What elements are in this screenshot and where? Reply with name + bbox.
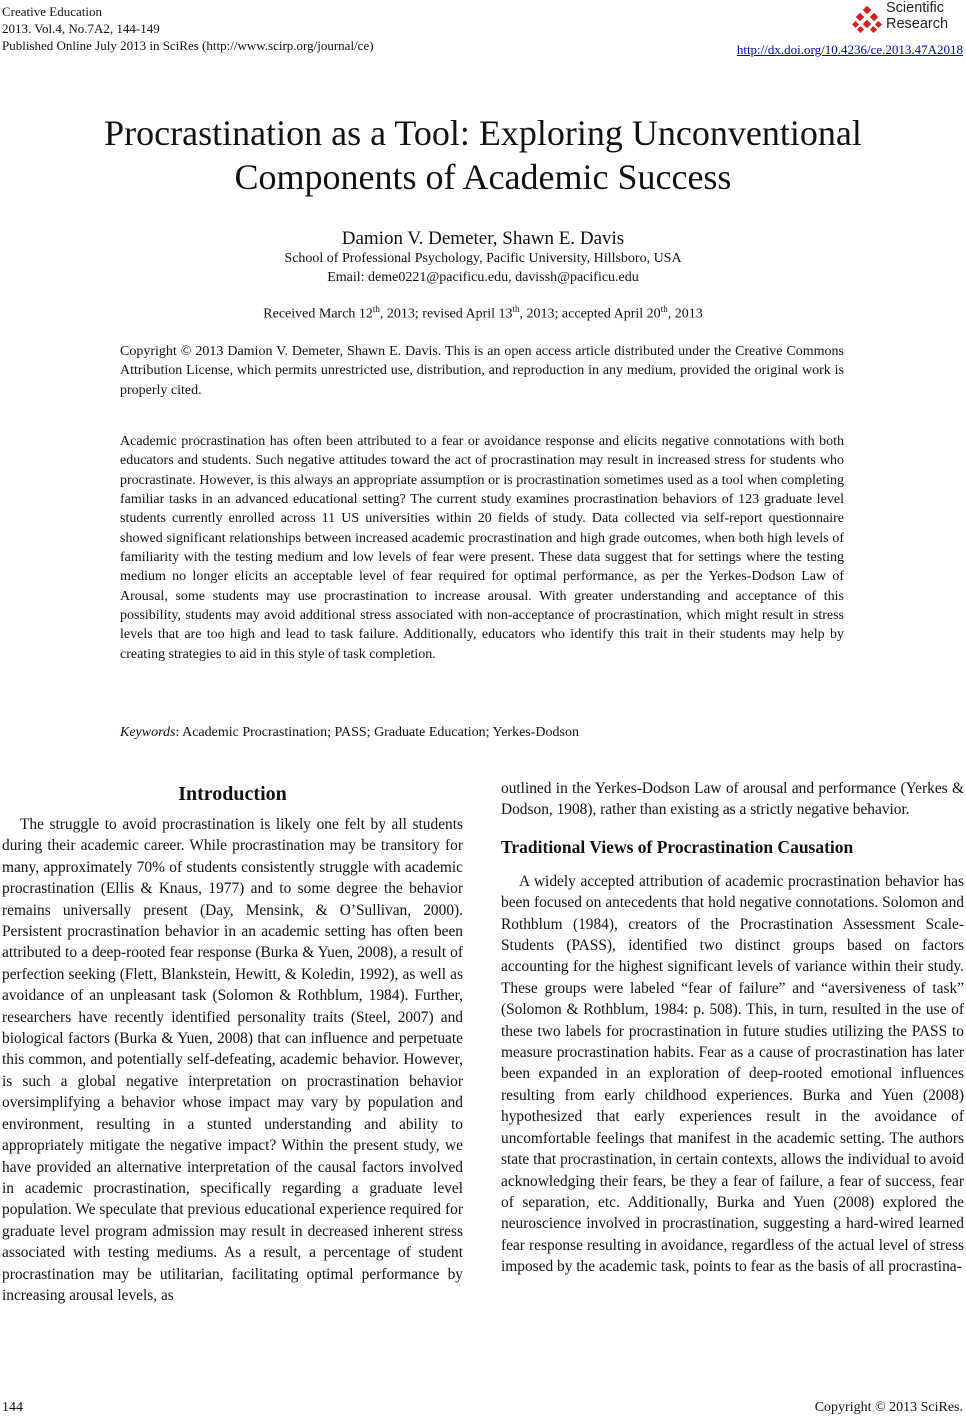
received-part: Received March 12 xyxy=(263,306,373,322)
logo-line-1: Scientific xyxy=(886,0,945,16)
scientific-research-logo-icon xyxy=(852,6,882,34)
received-part: , 2013 xyxy=(667,306,703,322)
logo-line-2: Research xyxy=(886,16,949,32)
received-sup: th xyxy=(512,304,520,314)
received-dates xyxy=(0,304,966,323)
keywords-list: : Academic Procrastination; PASS; Graduate Education; Yerkes-Dodson xyxy=(175,725,579,740)
journal-info xyxy=(2,3,374,54)
logo-wordmark xyxy=(886,0,948,32)
keywords-label: Keywords xyxy=(120,725,176,740)
abstract: Academic procrastination has often been attributed to a fear or avoidance response and elicits negative connotations with both educators and students. Such negative attitudes toward the act of procrastination may result in increased stress for students who procrastinate. However, is this always an appropriate assumption or is procrastination sometimes used as a tool when completing familiar tasks in an advanced educational setting? The current study examines procrastination behaviors of 123 graduate level students currently enrolled across 11 US universities within 20 fields of study. Data collected via self-report questionnaire showed significant relationships between increased academic procrastination and high grade outcomes, when both high levels of familiarity with the testing medium and low levels of fear were present. These data suggest that for settings where the testing medium no longer elicits an acceptable level of fear required for optimal performance, as per the Yerkes-Dodson Law of Arousal, some students may use procrastination to increase arousal. With greater understanding and acceptance of this possibility, students may avoid additional stress associated with non-acceptance of procrastination, which might result in stress levels that are too high and lead to task failure. Additionally, educators who identify this trait in their students may help by creating strategies to aid in this style of task completion. xyxy=(120,434,844,662)
paper-title xyxy=(60,111,906,199)
received-part: , 2013; revised April 13 xyxy=(379,306,513,322)
published-online: Published Online July 2013 in SciRes (http://www.scirp.org/journal/ce) xyxy=(2,38,374,53)
introduction-paragraph: The struggle to avoid procrastination is likely one felt by all students during their academic career. While procrastination may be transitory for many, approximately 70% of students consistently struggle with academic procrastination (Ellis & Knaus, 1977) and to some degree the behavior remains universally present (Day, Mensink, & O’Sullivan, 2000). Persistent procrastination behavior in an academic setting has often been attributed to a deep-rooted fear response (Burka & Yuen, 2008), a result of perfection seeking (Flett, Blankstein, Hewitt, & Koledin, 1992), as well as avoidance of an unpleasant task (Solomon & Rothblum, 1984). Further, researchers have recently identified personality traits (Steel, 2007) and biological factors (Burka & Yuen, 2008) that can influence and perpetuate this common, and potentially self-defeating, academic behavior. However, is such a global negative interpretation on procrastination behavior oversimplifying a behavior whose impact may vary by population and environment, resulting in a stunted understanding and ability to appropriately mitigate the negative impact? Within the present study, we have provided an alternative interpretation of the causal factors involved in academic procrastination, specifically regarding a graduate level population. We speculate that previous educational experience required for graduate level program admission may result in decreased inherent stress associated with testing mediums. As a result, a percentage of student procrastination may be utilitarian, facilitating optimal performance by increasing arousal levels, as xyxy=(2,816,463,1304)
received-part: , 2013; accepted April 20 xyxy=(519,306,661,322)
received-sup: th xyxy=(660,304,668,314)
traditional-views-paragraph: A widely accepted attribution of academic procrastination behavior has been focused on antecedents that hold negative connotations. Solomon and Rothblum (1984), creators of the Procrastination Assessment Scale-Students (PASS), identified two distinct groups based on factors accounting for the highest significant levels of variance within their study. These groups were labeled “fear of failure” and “aversiveness of task” (Solomon & Rothblum, 1984: p. 508). This, in turn, resulted in the use of these two labels for procrastination in future studies utilizing the PASS to measure procrastination habits. Fear as a cause of procrastination has later been expanded in an exploration of deep-rooted emotional influences resulting from early childhood experiences. Burka and Yuen (2008) hypothesized that early experiences result in the avoidance of uncomfortable feelings that manifest in the academic setting. The authors state that procrastination, in certain contexts, allows the individual to avoid acknowledging their fears, be they a fear of failure, a fear of success, fear of separation, etc. Additionally, Burka and Yuen (2008) explored the neuroscience involved in procrastination, suggesting a hard-wired learned fear response resulting in avoidance, regardless of the actual level of stress imposed by the academic task, points to fear as the basis of all procrastina- xyxy=(501,872,964,1276)
page-number: 144 xyxy=(2,1400,23,1415)
traditional-views-heading: Traditional Views of Procrastination Causation xyxy=(501,836,854,857)
introduction-heading: Introduction xyxy=(178,783,287,805)
left-column xyxy=(2,782,463,1306)
received-sup: th xyxy=(372,304,380,314)
affiliation: School of Professional Psychology, Pacific University, Hillsboro, USA xyxy=(284,251,682,266)
publisher-logo xyxy=(852,0,962,38)
keywords xyxy=(120,725,844,741)
title-line-1: Procrastination as a Tool: Exploring Unconventional xyxy=(104,113,862,153)
journal-name: Creative Education xyxy=(2,4,102,19)
copyright-notice: Copyright © 2013 Damion V. Demeter, Shawn E. Davis. This is an open access article distributed under the Creative Commons Attribution License, which permits unrestricted use, distribution, and reproduction in any medium, provided the original work is properly cited. xyxy=(120,344,844,398)
title-line-2: Components of Academic Success xyxy=(234,157,732,197)
right-column xyxy=(501,778,964,1278)
affiliation-block xyxy=(0,249,966,287)
footer-copyright: Copyright © 2013 SciRes. xyxy=(814,1400,963,1415)
authors: Damion V. Demeter, Shawn E. Davis xyxy=(341,228,625,249)
email: Email: deme0221@pacificu.edu, davissh@pacificu.edu xyxy=(327,270,639,285)
introduction-continued: outlined in the Yerkes-Dodson Law of arousal and performance (Yerkes & Dodson, 1908), rather than existing as a strictly negative behavior. xyxy=(501,780,964,819)
journal-volume: 2013. Vol.4, No.7A2, 144-149 xyxy=(2,21,160,36)
doi-link[interactable]: http://dx.doi.org/10.4236/ce.2013.47A2018 xyxy=(736,42,963,57)
